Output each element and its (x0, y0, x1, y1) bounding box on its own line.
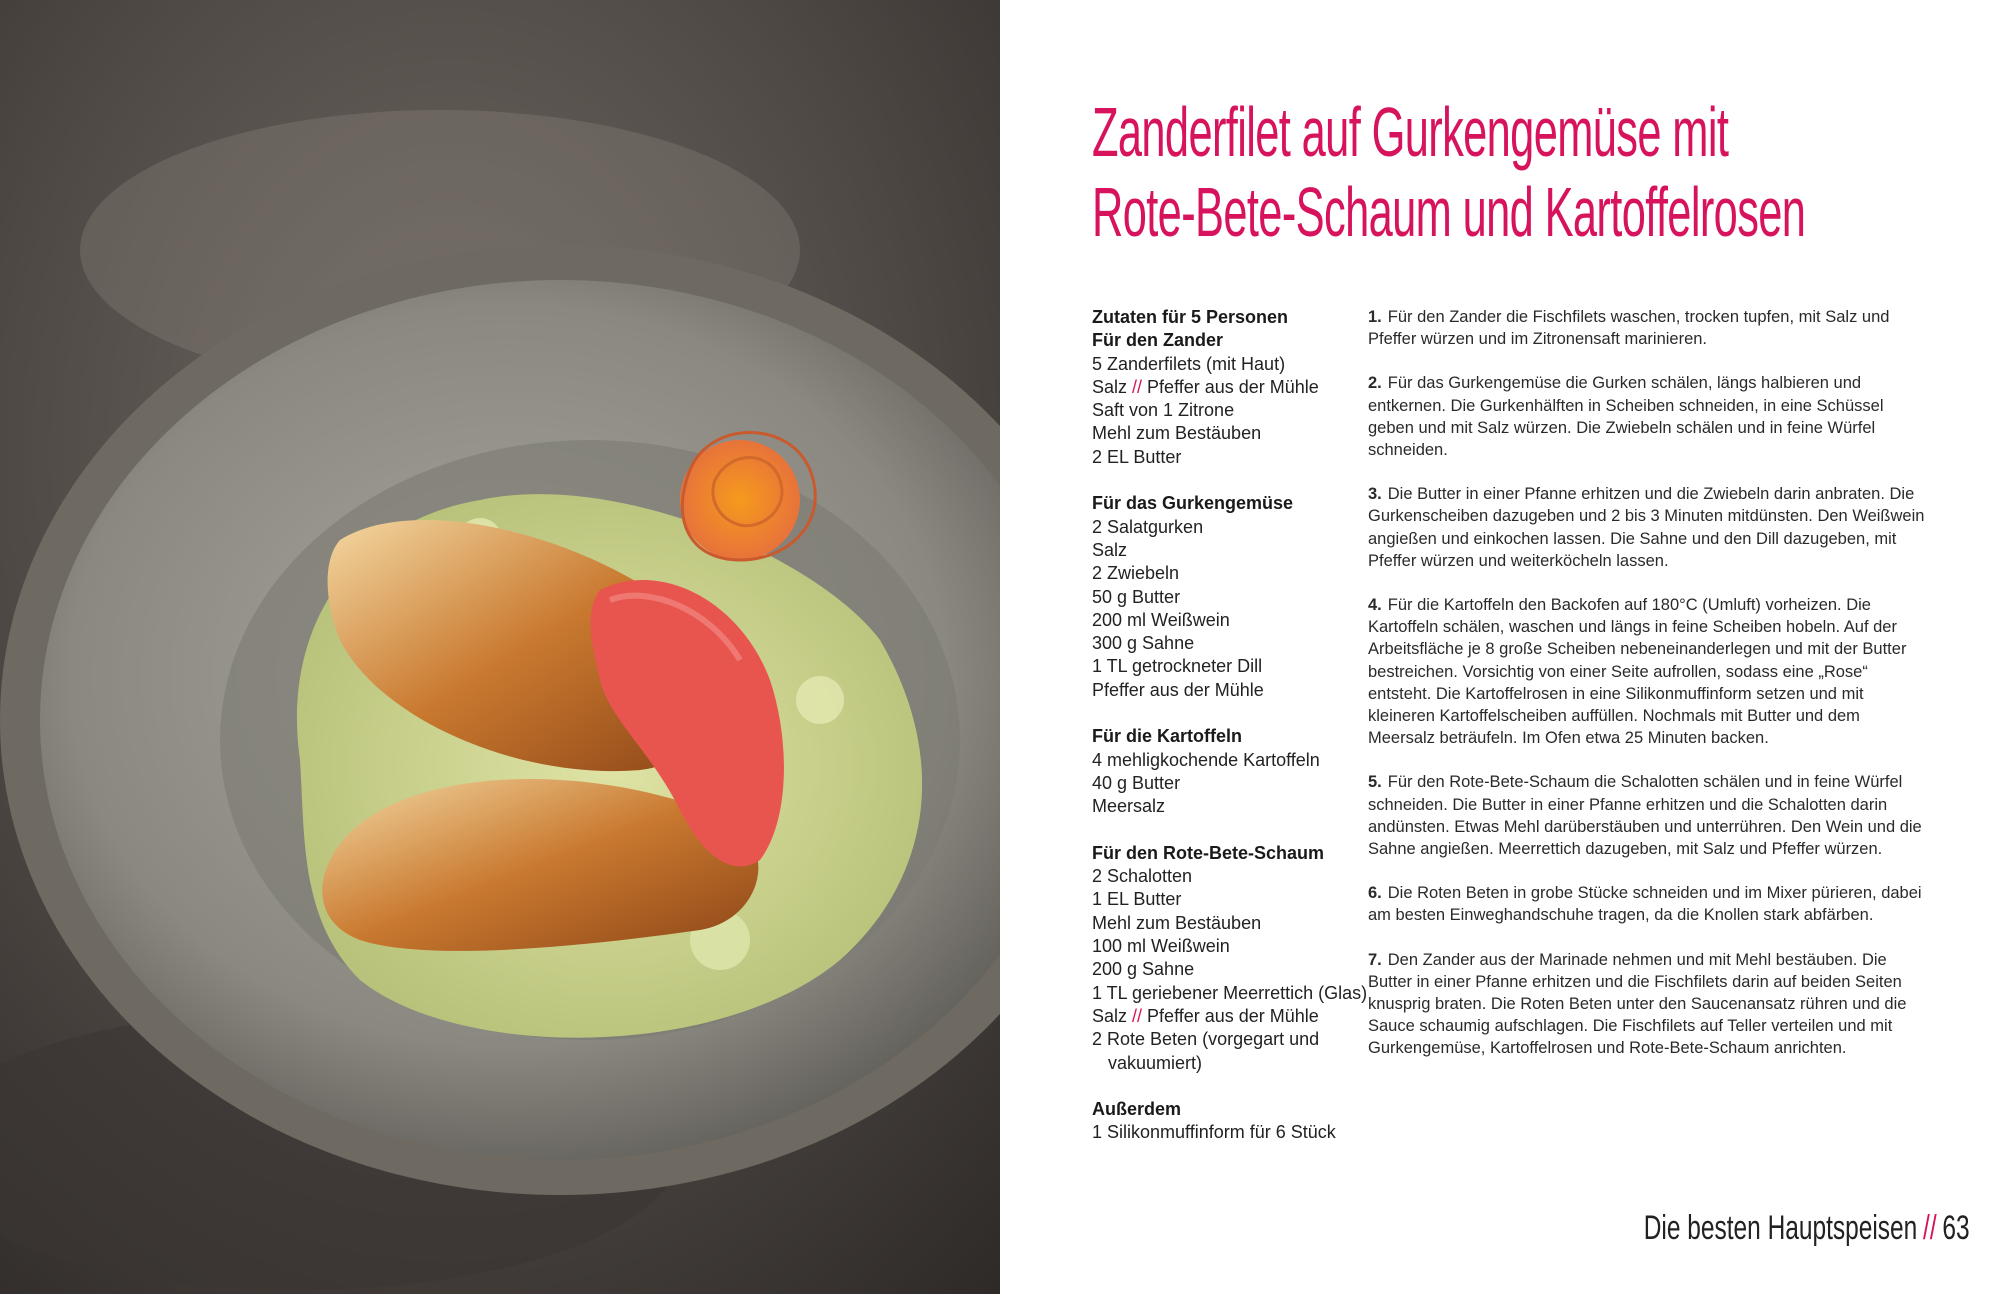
servings-heading: Zutaten für 5 Personen (1092, 307, 1289, 327)
step-1 (1368, 306, 1928, 350)
ingredient-group-heading: Für die Kartoffeln (1092, 726, 1243, 747)
step-number: 6. (1368, 884, 1382, 903)
ingredient-item: 1 TL getrockneter Dill (1092, 656, 1263, 677)
ingredient-item: 2 Schalotten (1092, 866, 1193, 887)
ingredient-item: 2 Salatgurken (1092, 516, 1204, 537)
ingredient-item: 4 mehligkochende Kartoffeln (1092, 749, 1320, 770)
step-number: 2. (1368, 374, 1382, 393)
ingredient-item: Meersalz (1092, 796, 1166, 817)
page-footer (1644, 1209, 1970, 1248)
step-2 (1368, 372, 1928, 461)
ingredient-group-heading: Außerdem (1092, 1099, 1182, 1120)
footer-separator: // (1923, 1209, 1938, 1247)
step-6 (1368, 882, 1928, 926)
step-4 (1368, 594, 1928, 749)
ingredient-group-heading: Für den Zander (1092, 330, 1224, 351)
step-text: Den Zander aus der Marinade nehmen und mit Mehl bestäuben. Die Butter in einer Pfanne erhitzen und die Fischfilets darin auf beiden Seiten knusprig braten. Die Roten Beten unter den Saucenansatz rühren und die Sauce schaumig aufschlagen. Die Fischfilets auf Teller verteilen und mit Gurkengemüse, Kartoffelrosen und Rote-Bete-Schaum anrichten. (1368, 950, 1907, 1058)
recipe-page (1000, 0, 2000, 1294)
ingredient-group-heading: Für den Rote-Bete-Schaum (1092, 842, 1325, 863)
recipe-title-line-2: Rote-Bete-Schaum und Kartoffelrosen (1092, 173, 1806, 251)
step-number: 3. (1368, 485, 1382, 504)
ingredient-item: 300 g Sahne (1092, 633, 1195, 654)
ingredient-group-kartoffeln (1092, 725, 1352, 818)
ingredient-item: 200 ml Weißwein (1092, 609, 1230, 630)
step-number: 1. (1368, 308, 1382, 326)
ingredient-group-ausserdem (1092, 1098, 1352, 1145)
ingredient-item: 1 Silikonmuffinform für 6 Stück (1092, 1122, 1336, 1143)
ingredient-item: Mehl zum Bestäuben (1092, 423, 1262, 444)
step-number: 7. (1368, 950, 1382, 969)
step-3 (1368, 483, 1928, 572)
recipe-title (1092, 92, 1806, 252)
ingredient-group-gurkengemuese (1092, 492, 1352, 702)
ingredient-item: 40 g Butter (1092, 772, 1181, 793)
step-7 (1368, 949, 1928, 1060)
ingredient-group-zander (1092, 306, 1352, 469)
ingredient-item: Pfeffer aus der Mühle (1092, 679, 1264, 700)
recipe-title-line-1: Zanderfilet auf Gurkengemüse mit (1092, 93, 1729, 171)
step-5 (1368, 771, 1928, 860)
step-text: Die Roten Beten in grobe Stücke schneiden und im Mixer pürieren, dabei am besten Einweghandschuhe tragen, da die Knollen stark abfärben. (1368, 884, 1922, 925)
ingredients-list (1092, 306, 1368, 1145)
ingredient-group-heading: Für das Gurkengemüse (1092, 493, 1294, 514)
ingredient-item: Salz // Pfeffer aus der Mühle (1092, 1005, 1319, 1026)
ingredient-item: 2 Rote Beten (vorgegart und (1092, 1029, 1320, 1050)
ingredient-item: 1 EL Butter (1092, 889, 1182, 910)
ingredient-item: Mehl zum Bestäuben (1092, 912, 1262, 933)
ingredient-item: 100 ml Weißwein (1092, 936, 1230, 957)
ingredient-item: 50 g Butter (1092, 586, 1181, 607)
ingredient-item: 1 TL geriebener Meerrettich (Glas) (1092, 982, 1368, 1003)
ingredient-group-rote-bete-schaum (1092, 842, 1368, 1075)
ingredient-item: Saft von 1 Zitrone (1092, 400, 1235, 421)
step-number: 4. (1368, 596, 1382, 615)
step-text: Für das Gurkengemüse die Gurken schälen, längs halbieren und entkernen. Die Gurkenhälften in Scheiben schneiden, in eine Schüssel geben und mit Salz würzen. Die Zwiebeln schälen und in feine Würfel schneiden. (1368, 374, 1884, 460)
section-name: Die besten Hauptspeisen (1644, 1209, 1918, 1247)
step-text: Für den Zander die Fischfilets waschen, trocken tupfen, mit Salz und Pfeffer würzen und im Zitronensaft marinieren. (1368, 308, 1890, 349)
ingredient-item: Salz (1092, 539, 1128, 560)
ingredient-item: 200 g Sahne (1092, 959, 1195, 980)
step-text: Die Butter in einer Pfanne erhitzen und die Zwiebeln darin anbraten. Die Gurkenscheiben dazugeben und 2 bis 3 Minuten mitdünsten. Den Weißwein angießen und einkochen lassen. Die Sahne und den Dill dazugeben, mit Pfeffer würzen und weiterköcheln lassen. (1368, 485, 1925, 570)
ingredient-item: vakuumiert) (1108, 1052, 1203, 1073)
step-text: Für die Kartoffeln den Backofen auf 180°C (Umluft) vorheizen. Die Kartoffeln schälen, waschen und längs in feine Scheiben hobeln. Auf der Arbeitsfläche je 8 große Scheiben nebeneinanderlegen und mit der Butter bestreichen. Vorsichtig von einer Seite aufrollen, sodass eine „Rose“ entsteht. Die Kartoffelrosen in eine Silikonmuffinform setzen und mit kleineren Kartoffelscheiben auffüllen. Nochmals mit Butter und dem Meersalz beträufeln. Im Ofen etwa 25 Minuten backen. (1368, 596, 1907, 748)
ingredient-item: 2 EL Butter (1092, 446, 1182, 467)
step-text: Für den Rote-Bete-Schaum die Schalotten schälen und in feine Würfel schneiden. Die Butter in einer Pfanne erhitzen und die Schalotten darin andünsten. Etwas Mehl darüberstäuben und unterrühren. Den Wein und die Sahne angießen. Meerrettich dazugeben, mit Salz und Pfeffer würzen. (1368, 773, 1922, 859)
page-number: 63 (1942, 1209, 1970, 1247)
ingredient-item: Salz // Pfeffer aus der Mühle (1092, 376, 1319, 397)
ingredient-item: 2 Zwiebeln (1092, 563, 1180, 584)
preparation-steps (1368, 306, 1928, 1082)
ingredient-item: 5 Zanderfilets (mit Haut) (1092, 353, 1286, 374)
step-number: 5. (1368, 773, 1382, 792)
